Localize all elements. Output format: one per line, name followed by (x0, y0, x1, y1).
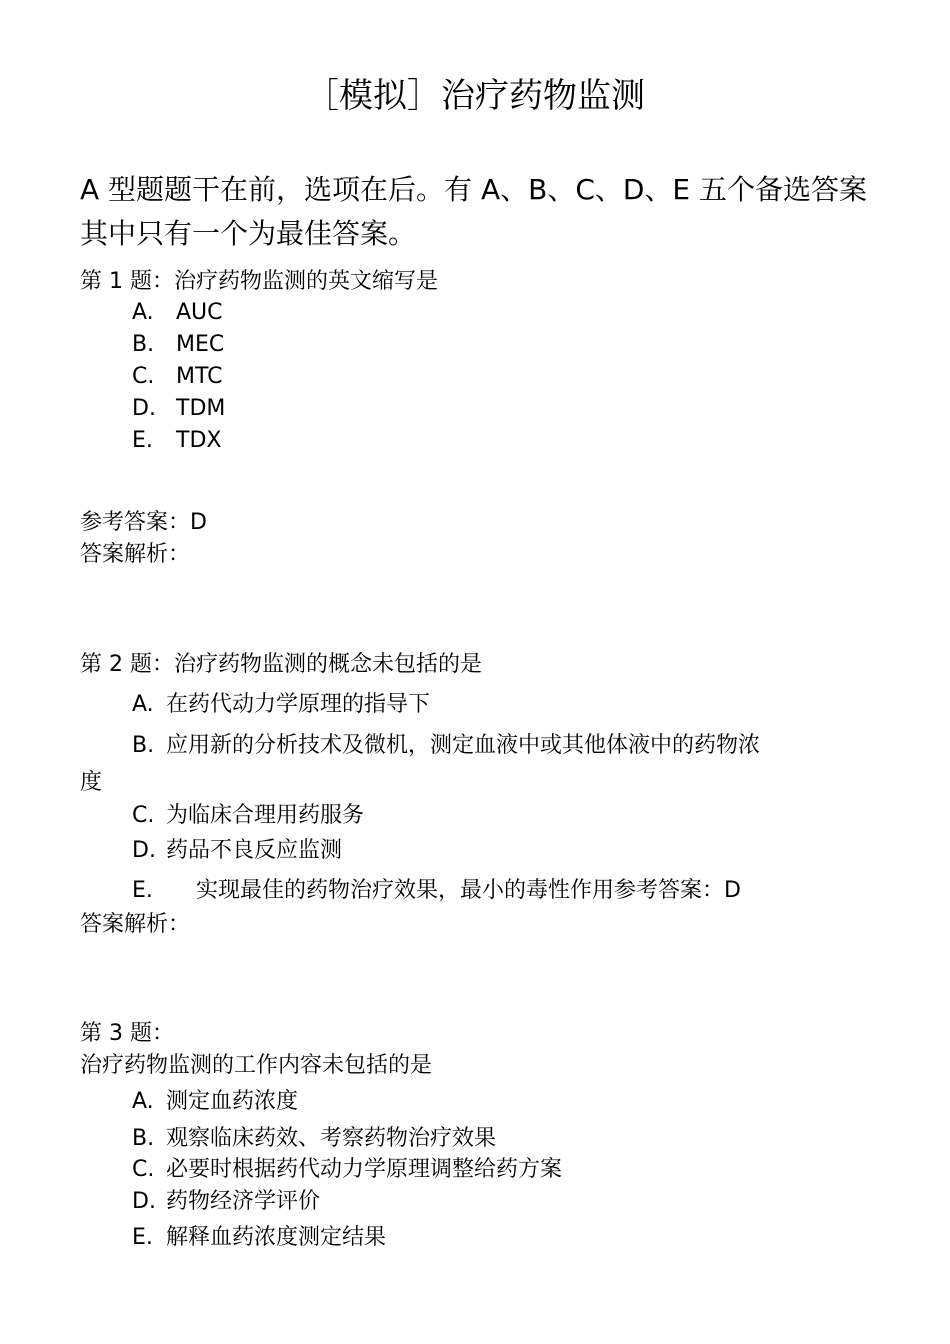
question-1-option-c (132, 364, 223, 389)
section-instructions: A 型题题干在前，选项在后。有 A、B、C、D、E 五个备选答案其中只有一个为最佳答案。 (80, 173, 868, 250)
option-letter: A. (132, 1089, 154, 1114)
option-text: 实现最佳的药物治疗效果，最小的毒性作用参考答案：D (196, 878, 741, 903)
option-letter: E. (132, 878, 153, 903)
question-2-option-d (132, 833, 342, 864)
question-1-option-a (132, 300, 223, 325)
question-3-option-b (132, 1121, 496, 1152)
question-1-option-b (132, 332, 224, 357)
option-letter: D. (132, 1189, 156, 1214)
question-1-option-d (132, 396, 225, 421)
option-text: 观察临床药效、考察药物治疗效果 (166, 1126, 497, 1151)
option-letter: A. (132, 300, 154, 325)
question-2-option-a (132, 687, 430, 718)
option-text: 药物经济学评价 (166, 1189, 321, 1214)
option-text: 药品不良反应监测 (166, 838, 343, 863)
question-3-stem: 治疗药物监测的工作内容未包括的是 (80, 1053, 433, 1078)
option-text: 测定血药浓度 (166, 1089, 299, 1114)
question-1-answer: 参考答案：D (80, 510, 207, 535)
question-2-option-b-continuation: 度 (80, 770, 103, 795)
option-text: TDX (176, 428, 222, 453)
option-letter: C. (132, 1157, 155, 1182)
option-text: AUC (176, 300, 223, 325)
option-text: 应用新的分析技术及微机，测定血液中或其他体液中的药物浓 (166, 733, 761, 758)
option-letter: B. (132, 1126, 155, 1151)
option-text: 为临床合理用药服务 (166, 803, 365, 828)
option-text: MTC (176, 364, 223, 389)
option-letter: C. (132, 364, 155, 389)
option-text: 解释血药浓度测定结果 (166, 1225, 387, 1250)
question-2-option-b (132, 728, 760, 759)
option-letter: E. (132, 428, 153, 453)
page-title: ［模拟］治疗药物监测 (305, 76, 645, 116)
option-letter: C. (132, 803, 155, 828)
question-3-option-c (132, 1152, 562, 1183)
question-2-option-e (132, 873, 741, 904)
option-letter: E. (132, 1225, 153, 1250)
question-1-option-e (132, 428, 221, 453)
question-1-stem: 第 1 题：治疗药物监测的英文缩写是 (80, 269, 438, 294)
question-3-option-e (132, 1220, 386, 1251)
option-text: MEC (176, 332, 225, 357)
question-3-option-d (132, 1184, 320, 1215)
option-text: 在药代动力学原理的指导下 (166, 692, 431, 717)
question-2-option-c (132, 798, 364, 829)
question-1-analysis: 答案解析： (80, 542, 191, 567)
question-3-option-a (132, 1084, 298, 1115)
option-letter: D. (132, 838, 156, 863)
option-letter: B. (132, 332, 155, 357)
option-text: 必要时根据药代动力学原理调整给药方案 (166, 1157, 563, 1182)
question-2-analysis: 答案解析： (80, 912, 191, 937)
option-letter: D. (132, 396, 156, 421)
option-letter: B. (132, 733, 155, 758)
question-3-number: 第 3 题： (80, 1021, 174, 1046)
option-letter: A. (132, 692, 154, 717)
question-2-stem: 第 2 题：治疗药物监测的概念未包括的是 (80, 652, 482, 677)
option-text: TDM (176, 396, 226, 421)
